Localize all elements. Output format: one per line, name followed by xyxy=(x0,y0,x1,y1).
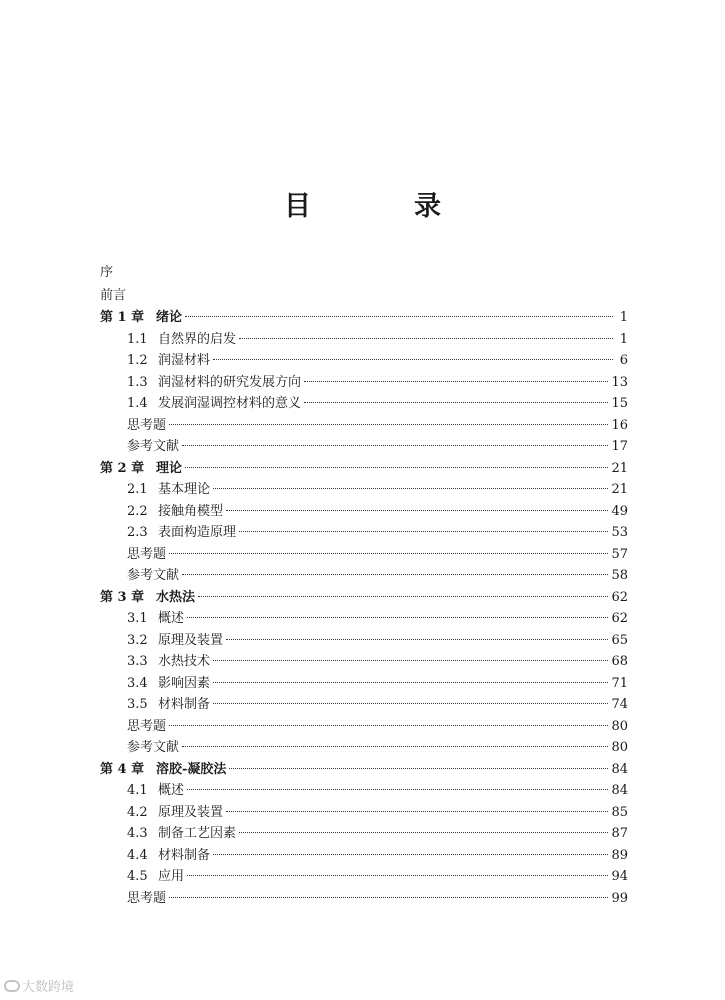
toc-entry-section[interactable] xyxy=(100,866,628,888)
page-number: 58 xyxy=(611,568,628,583)
section-title: 润湿材料 xyxy=(158,353,211,368)
extra-title: 参考文献 xyxy=(127,439,180,454)
section-number: 3.4 xyxy=(127,675,148,691)
toc-entry-section[interactable] xyxy=(100,522,628,544)
dot-leader xyxy=(182,574,608,575)
section-number: 3.1 xyxy=(127,611,148,626)
extra-title: 思考题 xyxy=(127,718,167,734)
toc-entry-section[interactable] xyxy=(100,393,628,415)
chapter-title: 理论 xyxy=(156,460,183,476)
toc-entry-chapter[interactable] xyxy=(100,307,628,329)
section-number: 4.1 xyxy=(127,783,148,798)
section-title: 应用 xyxy=(158,869,185,884)
dot-leader xyxy=(169,424,608,425)
section-number: 4.4 xyxy=(127,847,148,863)
section-title: 接触角模型 xyxy=(158,503,224,519)
front-matter-label: 前言 xyxy=(100,288,127,303)
page-number: 84 xyxy=(611,783,628,798)
dot-leader xyxy=(213,488,608,489)
dot-leader xyxy=(198,596,608,597)
dot-leader xyxy=(185,316,613,317)
section-title: 材料制备 xyxy=(158,847,211,863)
page-number: 85 xyxy=(611,804,628,820)
toc-entry-extra[interactable] xyxy=(100,415,628,437)
toc-entry-section[interactable] xyxy=(100,845,628,867)
dot-leader xyxy=(304,402,608,403)
dot-leader xyxy=(226,510,608,511)
extra-title: 参考文献 xyxy=(127,568,180,583)
toc-entry-front-matter[interactable] xyxy=(100,261,628,284)
section-title: 原理及装置 xyxy=(158,632,224,648)
page-number: 84 xyxy=(611,761,628,777)
section-title: 概述 xyxy=(158,783,185,798)
toc-entry-section[interactable] xyxy=(100,630,628,652)
section-number: 1.2 xyxy=(127,353,148,368)
chapter-title: 溶胶-凝胶法 xyxy=(156,761,227,777)
dot-leader xyxy=(229,768,608,769)
dot-leader xyxy=(239,832,608,833)
extra-title: 思考题 xyxy=(127,417,167,433)
toc-entry-chapter[interactable] xyxy=(100,458,628,480)
page-number: 62 xyxy=(611,589,628,605)
section-number: 2.2 xyxy=(127,503,148,519)
page-number: 49 xyxy=(611,503,628,519)
section-title: 表面构造原理 xyxy=(158,525,237,540)
toc-entry-section[interactable] xyxy=(100,780,628,802)
toc-entry-section[interactable] xyxy=(100,329,628,351)
page-number: 62 xyxy=(611,611,628,626)
section-number: 3.5 xyxy=(127,697,148,712)
page-number: 74 xyxy=(611,697,628,712)
chapter-title: 绪论 xyxy=(156,310,183,325)
section-number: 3.3 xyxy=(127,654,148,669)
chapter-number: 第 1 章 xyxy=(100,310,145,325)
extra-title: 思考题 xyxy=(127,890,167,906)
toc-entry-front-matter[interactable] xyxy=(100,284,628,307)
toc-entry-section[interactable] xyxy=(100,651,628,673)
toc-entry-extra[interactable] xyxy=(100,888,628,910)
page-number: 65 xyxy=(611,632,628,648)
page-number: 87 xyxy=(611,826,628,841)
dot-leader xyxy=(239,338,613,339)
dot-leader xyxy=(213,854,608,855)
page-title: 目 录 xyxy=(284,191,479,222)
page-number: 57 xyxy=(611,546,628,562)
section-number: 1.4 xyxy=(127,396,148,411)
page-number: 21 xyxy=(611,482,628,497)
section-title: 制备工艺因素 xyxy=(158,826,237,841)
section-number: 3.2 xyxy=(127,632,148,648)
page-number: 99 xyxy=(611,890,628,906)
page-number: 80 xyxy=(611,740,628,755)
section-title: 发展润湿调控材料的意义 xyxy=(158,396,302,411)
section-number: 4.3 xyxy=(127,826,148,841)
page-number: 94 xyxy=(611,869,628,884)
section-title: 原理及装置 xyxy=(158,804,224,820)
extra-title: 参考文献 xyxy=(127,740,180,755)
dot-leader xyxy=(213,660,608,661)
chapter-title: 水热法 xyxy=(156,589,196,605)
section-number: 1.3 xyxy=(127,374,148,390)
section-title: 影响因素 xyxy=(158,675,211,691)
dot-leader xyxy=(187,789,608,790)
toc-entry-extra[interactable] xyxy=(100,544,628,566)
page-number: 15 xyxy=(611,396,628,411)
section-title: 润湿材料的研究发展方向 xyxy=(158,374,302,390)
dot-leader xyxy=(185,467,608,468)
toc-entry-section[interactable] xyxy=(100,802,628,824)
section-title: 基本理论 xyxy=(158,482,211,497)
section-title: 水热技术 xyxy=(158,654,211,669)
page-number: 53 xyxy=(611,525,628,540)
section-number: 2.1 xyxy=(127,482,148,497)
watermark-text: 大数跨境 xyxy=(22,980,75,995)
page-number: 17 xyxy=(611,439,628,454)
toc-entry-section[interactable] xyxy=(100,694,628,716)
dot-leader xyxy=(187,617,608,618)
toc-entry-section[interactable] xyxy=(100,350,628,372)
toc-entry-section[interactable] xyxy=(100,501,628,523)
section-title: 材料制备 xyxy=(158,697,211,712)
extra-title: 思考题 xyxy=(127,546,167,562)
toc-entry-section[interactable] xyxy=(100,608,628,630)
watermark-logo-icon xyxy=(4,980,20,992)
section-number: 4.5 xyxy=(127,869,148,884)
page-number: 89 xyxy=(611,847,628,863)
page-number: 1 xyxy=(619,310,628,325)
toc-entry-section[interactable] xyxy=(100,673,628,695)
page-number: 21 xyxy=(611,460,628,476)
dot-leader xyxy=(169,553,608,554)
toc-entry-extra[interactable] xyxy=(100,716,628,738)
section-number: 2.3 xyxy=(127,525,148,540)
page-number: 13 xyxy=(611,374,628,390)
section-title: 概述 xyxy=(158,611,185,626)
dot-leader xyxy=(213,703,608,704)
dot-leader xyxy=(182,445,608,446)
toc-entry-extra[interactable] xyxy=(100,565,628,587)
page-number: 80 xyxy=(611,718,628,734)
page-number: 6 xyxy=(619,353,628,368)
toc-entry-section[interactable] xyxy=(100,479,628,501)
section-number: 1.1 xyxy=(127,331,148,347)
toc-entry-extra[interactable] xyxy=(100,737,628,759)
page-number: 68 xyxy=(611,654,628,669)
page-number: 1 xyxy=(619,331,628,347)
dot-leader xyxy=(169,725,608,726)
chapter-number: 第 4 章 xyxy=(100,761,145,777)
dot-leader xyxy=(304,381,608,382)
toc-entry-section[interactable] xyxy=(100,823,628,845)
toc-entry-section[interactable] xyxy=(100,372,628,394)
chapter-number: 第 2 章 xyxy=(100,460,145,476)
section-title: 自然界的启发 xyxy=(158,331,237,347)
toc-entry-chapter[interactable] xyxy=(100,759,628,781)
section-number: 4.2 xyxy=(127,804,148,820)
toc-entry-extra[interactable] xyxy=(100,436,628,458)
chapter-number: 第 3 章 xyxy=(100,589,145,605)
dot-leader xyxy=(226,639,608,640)
toc-entry-chapter[interactable] xyxy=(100,587,628,609)
dot-leader xyxy=(226,811,608,812)
dot-leader xyxy=(213,359,613,360)
table-of-contents xyxy=(100,261,628,909)
dot-leader xyxy=(187,875,608,876)
page-number: 71 xyxy=(611,675,628,691)
dot-leader xyxy=(169,897,608,898)
dot-leader xyxy=(239,531,608,532)
watermark xyxy=(4,976,74,995)
dot-leader xyxy=(182,746,608,747)
page-number: 16 xyxy=(611,417,628,433)
front-matter-label: 序 xyxy=(100,265,114,280)
dot-leader xyxy=(213,682,608,683)
